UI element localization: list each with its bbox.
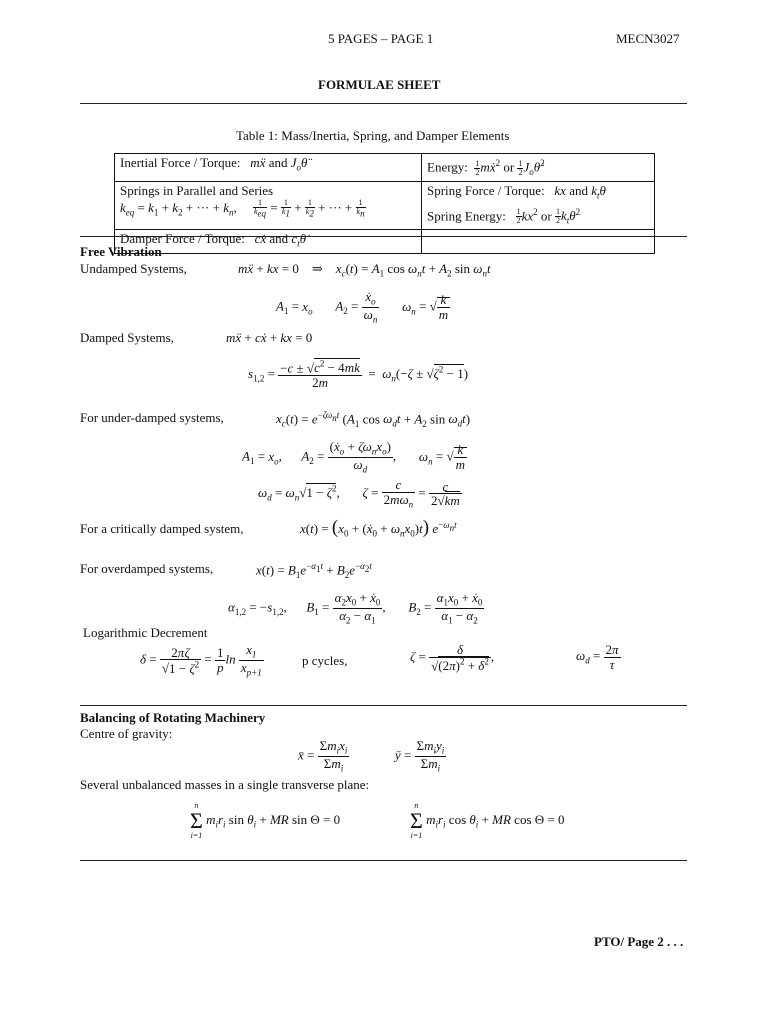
table-cell: Energy: $\frac{1}{2}$ mẋ$^2$ or $\frac{1}{2}$ $J_o\thetȧ^2$ <box>422 154 655 182</box>
course-code: MECN3027 <box>616 31 680 46</box>
roots-equation: $s_{1,2}$ = $\frac{-c \pm √c^2 - 4mk}{2m}$ = $\omega_n(-\zeta \pm √\zeta^2 - 1)$ <box>248 359 469 390</box>
damped-equation: mẍ + cẋ + kx = 0 <box>226 330 313 345</box>
energy-label: Energy: <box>427 159 468 175</box>
undamped-constants: $A_1 = x_o$ $A_2$ = $\frac{ẋ_o}{\omega_n}$ $\omega_n$ = √ $\frac{k}{m}$ <box>276 289 449 325</box>
damper-label: Damper Force / Torque: <box>120 231 245 247</box>
critically-damped-label: For a critically damped system, <box>80 521 244 536</box>
table-caption: Table 1: Mass/Inertia, Spring, and Damper Elements <box>236 128 510 143</box>
springs-label: Springs in Parallel and Series <box>120 182 274 198</box>
under-damped-label: For under-damped systems, <box>80 410 224 425</box>
undamped-equation: mẍ + kx = 0 ⇒ $x_c(t) = A_1$ $\cos \omega_nt + A_2$ $\sin \omega_nt$ <box>238 261 491 279</box>
table-cell: Inertial Force / Torque: mẍ and $J_o\thetä$ <box>115 154 422 182</box>
divider <box>80 236 687 237</box>
log-decrement-label: Logarithmic Decrement <box>83 625 208 640</box>
table-cell <box>422 230 655 254</box>
spring-force-label: Spring Force / Torque: <box>427 182 545 198</box>
under-damped-equation: $x_c(t) = e^{-\zeta\omega_nt}$ ($A_1$ $\cos \omega_dt + A_2$ $\sin \omega_dt$) <box>276 410 471 429</box>
sine-balance-equation: n Σ i=1 $m_ir_i$ $\sin \theta_i$ + MR sin Θ = 0 <box>190 801 341 840</box>
table-cell: Spring Force / Torque: kx and $k_t\theta$ Spring Energy: $\frac{1}{2}$ $kx^2$ or $\frac{1}{2}$ $k_t\theta^2$ <box>422 181 655 230</box>
cosine-balance-equation: n Σ i=1 $m_ir_i$ $\cos \theta_i$ + MR cos Θ = 0 <box>410 801 565 840</box>
divider <box>80 860 687 861</box>
overdamped-constants: $\alpha_{1,2} = -s_{1,2}$, $B_1$ = $\frac{\alpha_2x_0 + ẋ_0}{\alpha_2 - \alpha_1}$ , $B_2$ = $\frac{\alpha_1x_0 + ẋ_0}{\alpha_1 - \alpha_2}$ <box>228 590 483 626</box>
overdamped-label: For overdamped systems, <box>80 561 214 576</box>
several-masses-label: Several unbalanced masses in a single transverse plane: <box>80 777 370 792</box>
undamped-label: Undamped Systems, <box>80 261 187 276</box>
inertial-label: Inertial Force / Torque: <box>120 155 241 170</box>
page-count: 5 PAGES – PAGE 1 <box>328 31 434 46</box>
omega-d-period-equation: $\omega_d$ = $\frac{2\pi}{\tau}$ <box>576 642 619 672</box>
elements-table <box>114 153 655 254</box>
table-cell: Springs in Parallel and Series $k_{eq} = k_1 + k_2$ + ··· + $k_n$, 1 $k_{eq}$ = $\frac{1}{k_1}$ + $\frac{1}{k_2}$ + ··· + $\frac{1}{k_n}$ <box>115 181 422 230</box>
overdamped-equation: $x(t) = B_1e^{-\alpha_1t} + B_2e^{-\alpha_2t}$ <box>256 561 372 580</box>
divider <box>80 103 687 104</box>
cog-label: Centre of gravity: <box>80 726 173 741</box>
divider <box>80 705 687 706</box>
section-heading-balancing: Balancing of Rotating Machinery <box>80 710 266 725</box>
table-cell: Damper Force / Torque: cẋ and $c_t\thetȧ$ <box>115 230 422 254</box>
critically-damped-equation: $x(t) = (x_0$ + (ẋ$_0$ + $\omega_nx_0)t$) $e^{-\omega_nt}$ <box>300 517 457 539</box>
p-cycles-label: p cycles, <box>302 653 348 668</box>
damped-frequency-equation: $\omega_d = \omega_n√1 - \zeta^2$, ζ = $\frac{c}{2m\omega_n}$ = $\frac{c}{2√km}$ <box>258 477 460 510</box>
under-damped-constants: $A_1 = x_o$, $A_2$ = $\frac{(ẋ_o + \zeta\omega_nx_o)}{\omega_d}$ , $\omega_n$ = √ $\frac{k}{m}$ <box>242 439 465 475</box>
damped-label: Damped Systems, <box>80 330 174 345</box>
zeta-from-delta-equation: ζ = $\frac{\delta}{√(2\pi)^2 + \delta^2}$ , <box>410 642 495 673</box>
page-title: FORMULAE SHEET <box>318 77 441 92</box>
spring-energy-label: Spring Energy: <box>427 207 506 223</box>
section-heading-free-vibration: Free Vibration <box>80 244 162 259</box>
footer-pto: PTO/ Page 2 . . . <box>594 934 684 949</box>
cog-equations: x̄ = $\frac{\Sigma m_ix_i}{\Sigma m_i}$ ȳ = $\frac{\Sigma m_iy_i}{\Sigma m_i}$ <box>298 738 445 774</box>
log-decrement-equation: δ = $\frac{2\pi\zeta}{√1 - \zeta^2}$ = $\frac{1}{p}$ ln $\frac{x_1}{x_{p+1}}$ <box>140 642 262 678</box>
